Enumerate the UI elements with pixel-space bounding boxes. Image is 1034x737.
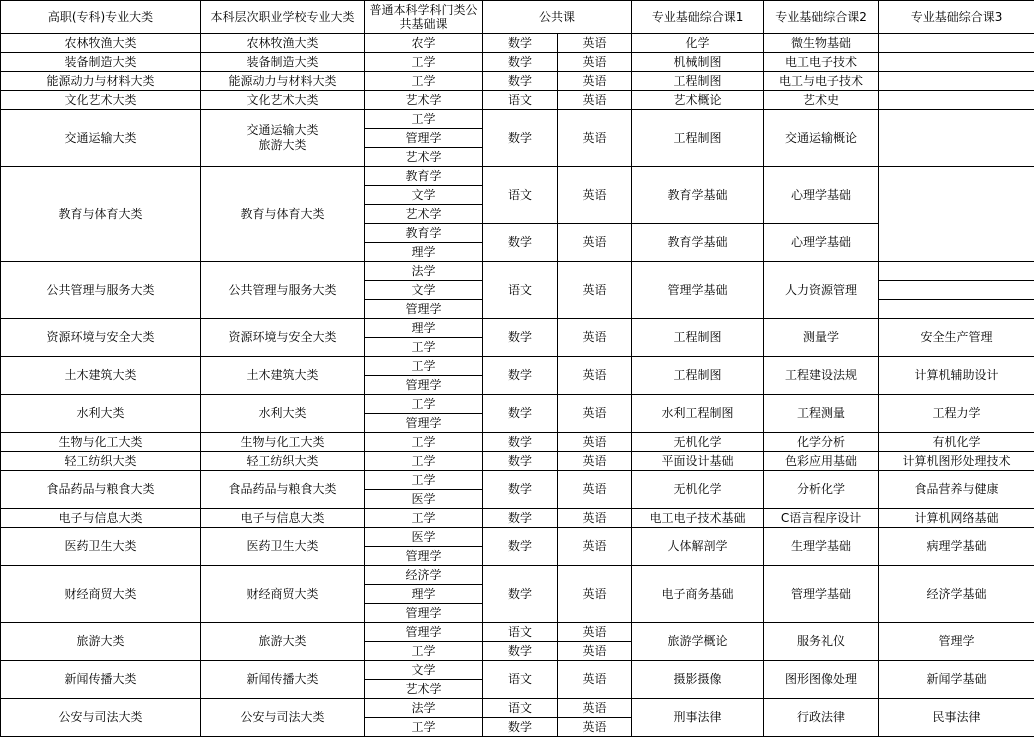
table-row [1, 433, 1034, 452]
discipline: 文学 [365, 661, 483, 680]
course-3 [879, 72, 1034, 91]
public-course-a: 语文 [483, 623, 558, 642]
course-2: 生理学基础 [764, 528, 879, 566]
ug-category: 交通运输大类 旅游大类 [201, 110, 365, 167]
course-1: 无机化学 [632, 433, 764, 452]
course-2: 管理学基础 [764, 566, 879, 623]
discipline: 管理学 [365, 129, 483, 148]
ug-category: 教育与体育大类 [201, 167, 365, 262]
public-course-a: 数学 [483, 642, 558, 661]
table-row [1, 110, 1034, 129]
table-row [1, 72, 1034, 91]
public-course-b: 英语 [558, 53, 632, 72]
course-2: 行政法律 [764, 699, 879, 737]
course-3: 计算机辅助设计 [879, 357, 1034, 395]
course-3: 安全生产管理 [879, 319, 1034, 357]
discipline: 法学 [365, 699, 483, 718]
public-course-a: 数学 [483, 471, 558, 509]
ug-category: 电子与信息大类 [201, 509, 365, 528]
hv-category: 公安与司法大类 [1, 699, 201, 737]
hv-category: 生物与化工大类 [1, 433, 201, 452]
public-course-a: 数学 [483, 319, 558, 357]
discipline: 法学 [365, 262, 483, 281]
discipline: 工学 [365, 509, 483, 528]
ug-category: 装备制造大类 [201, 53, 365, 72]
public-course-a: 数学 [483, 509, 558, 528]
public-course-b: 英语 [558, 34, 632, 53]
public-course-b: 英语 [558, 471, 632, 509]
hv-category: 农林牧渔大类 [1, 34, 201, 53]
discipline: 工学 [365, 452, 483, 471]
course-1: 工程制图 [632, 110, 764, 167]
header-row [1, 1, 1034, 34]
discipline: 工学 [365, 642, 483, 661]
discipline: 工学 [365, 110, 483, 129]
discipline: 艺术学 [365, 91, 483, 110]
hv-category: 新闻传播大类 [1, 661, 201, 699]
course-3 [879, 110, 1034, 167]
public-course-a: 语文 [483, 167, 558, 224]
course-2: 工程建设法规 [764, 357, 879, 395]
course-1: 化学 [632, 34, 764, 53]
course-1: 人体解剖学 [632, 528, 764, 566]
course-2: C语言程序设计 [764, 509, 879, 528]
table-row [1, 528, 1034, 547]
hv-category: 医药卫生大类 [1, 528, 201, 566]
public-course-b: 英语 [558, 319, 632, 357]
ug-category: 水利大类 [201, 395, 365, 433]
header-course-1: 专业基础综合课1 [632, 1, 764, 34]
discipline: 管理学 [365, 547, 483, 566]
public-course-b: 英语 [558, 167, 632, 224]
discipline: 工学 [365, 53, 483, 72]
table-row [1, 53, 1034, 72]
course-2: 测量学 [764, 319, 879, 357]
course-1: 平面设计基础 [632, 452, 764, 471]
table-row [1, 699, 1034, 718]
course-2: 电工电子技术 [764, 53, 879, 72]
course-3: 有机化学 [879, 433, 1034, 452]
discipline: 理学 [365, 243, 483, 262]
course-1: 机械制图 [632, 53, 764, 72]
public-course-a: 数学 [483, 718, 558, 737]
public-course-b: 英语 [558, 623, 632, 642]
public-course-b: 英语 [558, 718, 632, 737]
header-discipline: 普通本科学科门类公共基础课 [365, 1, 483, 34]
discipline: 工学 [365, 338, 483, 357]
hv-category: 教育与体育大类 [1, 167, 201, 262]
course-1: 电子商务基础 [632, 566, 764, 623]
ug-category: 能源动力与材料大类 [201, 72, 365, 91]
course-2: 工程测量 [764, 395, 879, 433]
public-course-b: 英语 [558, 395, 632, 433]
table-row [1, 452, 1034, 471]
course-2: 化学分析 [764, 433, 879, 452]
header-public-course: 公共课 [483, 1, 632, 34]
course-1: 摄影摄像 [632, 661, 764, 699]
public-course-a: 数学 [483, 433, 558, 452]
discipline: 管理学 [365, 623, 483, 642]
table-row [1, 623, 1034, 642]
course-2: 微生物基础 [764, 34, 879, 53]
public-course-b: 英语 [558, 642, 632, 661]
course-1: 艺术概论 [632, 91, 764, 110]
course-1: 工程制图 [632, 72, 764, 91]
course-3: 病理学基础 [879, 528, 1034, 566]
course-3: 食品营养与健康 [879, 471, 1034, 509]
table-row [1, 262, 1034, 281]
hv-category: 电子与信息大类 [1, 509, 201, 528]
ug-category: 生物与化工大类 [201, 433, 365, 452]
course-2: 电工与电子技术 [764, 72, 879, 91]
table-row [1, 167, 1034, 186]
hv-category: 资源环境与安全大类 [1, 319, 201, 357]
public-course-a: 语文 [483, 661, 558, 699]
discipline: 文学 [365, 186, 483, 205]
course-3: 计算机网络基础 [879, 509, 1034, 528]
public-course-a: 数学 [483, 528, 558, 566]
course-1: 管理学基础 [632, 262, 764, 319]
course-2: 分析化学 [764, 471, 879, 509]
discipline: 理学 [365, 319, 483, 338]
public-course-a: 数学 [483, 53, 558, 72]
table-row [1, 566, 1034, 585]
table-row [1, 34, 1034, 53]
course-3: 计算机图形处理技术 [879, 452, 1034, 471]
table-row [1, 471, 1034, 490]
public-course-a: 数学 [483, 224, 558, 262]
hv-category: 旅游大类 [1, 623, 201, 661]
public-course-b: 英语 [558, 661, 632, 699]
discipline: 工学 [365, 395, 483, 414]
public-course-b: 英语 [558, 357, 632, 395]
course-2: 服务礼仪 [764, 623, 879, 661]
course-1: 水利工程制图 [632, 395, 764, 433]
public-course-b: 英语 [558, 566, 632, 623]
ug-category: 医药卫生大类 [201, 528, 365, 566]
hv-category: 文化艺术大类 [1, 91, 201, 110]
discipline: 工学 [365, 357, 483, 376]
course-1: 无机化学 [632, 471, 764, 509]
ug-category: 资源环境与安全大类 [201, 319, 365, 357]
course-1: 教育学基础 [632, 224, 764, 262]
ug-category: 财经商贸大类 [201, 566, 365, 623]
public-course-a: 语文 [483, 262, 558, 319]
course-3: 新闻学基础 [879, 661, 1034, 699]
public-course-b: 英语 [558, 91, 632, 110]
discipline: 医学 [365, 490, 483, 509]
hv-category: 轻工纺织大类 [1, 452, 201, 471]
ug-category: 土木建筑大类 [201, 357, 365, 395]
discipline: 管理学 [365, 376, 483, 395]
course-3 [879, 34, 1034, 53]
public-course-a: 语文 [483, 91, 558, 110]
public-course-a: 数学 [483, 34, 558, 53]
public-course-b: 英语 [558, 110, 632, 167]
discipline: 管理学 [365, 300, 483, 319]
discipline: 管理学 [365, 604, 483, 623]
public-course-b: 英语 [558, 224, 632, 262]
hv-category: 公共管理与服务大类 [1, 262, 201, 319]
public-course-b: 英语 [558, 72, 632, 91]
course-3: 管理学 [879, 623, 1034, 661]
course-1: 工程制图 [632, 357, 764, 395]
discipline: 工学 [365, 72, 483, 91]
public-course-a: 数学 [483, 357, 558, 395]
table-row [1, 661, 1034, 680]
ug-category: 农林牧渔大类 [201, 34, 365, 53]
public-course-a: 数学 [483, 452, 558, 471]
discipline: 工学 [365, 471, 483, 490]
course-3 [879, 91, 1034, 110]
hv-category: 财经商贸大类 [1, 566, 201, 623]
course-3: 经济学基础 [879, 566, 1034, 623]
public-course-b: 英语 [558, 528, 632, 566]
public-course-b: 英语 [558, 433, 632, 452]
ug-category: 轻工纺织大类 [201, 452, 365, 471]
discipline: 管理学 [365, 414, 483, 433]
discipline: 理学 [365, 585, 483, 604]
discipline: 艺术学 [365, 680, 483, 699]
course-2: 色彩应用基础 [764, 452, 879, 471]
table-row [1, 91, 1034, 110]
discipline: 经济学 [365, 566, 483, 585]
header-course-2: 专业基础综合课2 [764, 1, 879, 34]
ug-category: 公安与司法大类 [201, 699, 365, 737]
hv-category: 装备制造大类 [1, 53, 201, 72]
public-course-a: 数学 [483, 110, 558, 167]
ug-category: 文化艺术大类 [201, 91, 365, 110]
public-course-a: 数学 [483, 566, 558, 623]
ug-category: 食品药品与粮食大类 [201, 471, 365, 509]
course-2: 图形图像处理 [764, 661, 879, 699]
course-3 [879, 262, 1034, 281]
table-row [1, 357, 1034, 376]
course-3 [879, 167, 1034, 262]
header-course-3: 专业基础综合课3 [879, 1, 1034, 34]
header-hv-category: 高职(专科)专业大类 [1, 1, 201, 34]
hv-category: 交通运输大类 [1, 110, 201, 167]
hv-category: 能源动力与材料大类 [1, 72, 201, 91]
header-ug-category: 本科层次职业学校专业大类 [201, 1, 365, 34]
course-2: 交通运输概论 [764, 110, 879, 167]
discipline: 文学 [365, 281, 483, 300]
table-row [1, 509, 1034, 528]
discipline: 农学 [365, 34, 483, 53]
hv-category: 水利大类 [1, 395, 201, 433]
discipline: 艺术学 [365, 148, 483, 167]
discipline: 教育学 [365, 224, 483, 243]
public-course-a: 数学 [483, 72, 558, 91]
table-row [1, 319, 1034, 338]
course-1: 教育学基础 [632, 167, 764, 224]
discipline: 工学 [365, 718, 483, 737]
ug-category: 新闻传播大类 [201, 661, 365, 699]
course-3 [879, 53, 1034, 72]
course-2: 艺术史 [764, 91, 879, 110]
hv-category: 食品药品与粮食大类 [1, 471, 201, 509]
discipline: 教育学 [365, 167, 483, 186]
discipline: 工学 [365, 433, 483, 452]
public-course-b: 英语 [558, 509, 632, 528]
course-3: 民事法律 [879, 699, 1034, 737]
course-1: 工程制图 [632, 319, 764, 357]
table-row [1, 395, 1034, 414]
hv-category: 土木建筑大类 [1, 357, 201, 395]
course-2: 人力资源管理 [764, 262, 879, 319]
course-1: 刑事法律 [632, 699, 764, 737]
discipline: 医学 [365, 528, 483, 547]
public-course-b: 英语 [558, 699, 632, 718]
ug-category: 旅游大类 [201, 623, 365, 661]
course-3 [879, 281, 1034, 300]
course-3: 工程力学 [879, 395, 1034, 433]
course-1: 旅游学概论 [632, 623, 764, 661]
public-course-a: 数学 [483, 395, 558, 433]
ug-category: 公共管理与服务大类 [201, 262, 365, 319]
course-1: 电工电子技术基础 [632, 509, 764, 528]
discipline: 艺术学 [365, 205, 483, 224]
course-2: 心理学基础 [764, 224, 879, 262]
course-2: 心理学基础 [764, 167, 879, 224]
public-course-a: 语文 [483, 699, 558, 718]
course-3 [879, 300, 1034, 319]
public-course-b: 英语 [558, 452, 632, 471]
public-course-b: 英语 [558, 262, 632, 319]
